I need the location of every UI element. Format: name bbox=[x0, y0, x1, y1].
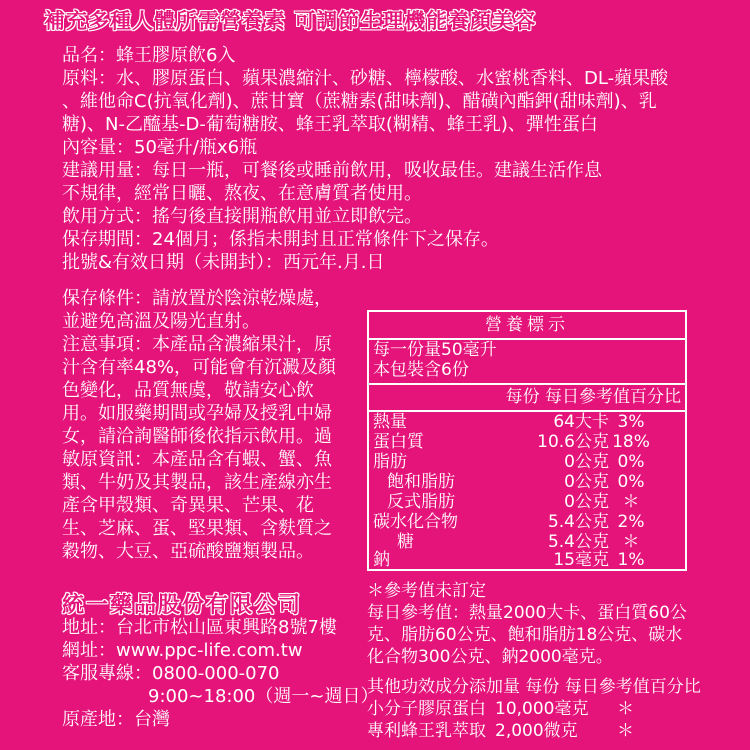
notes-line: 敏原資訊：本產品含有蝦、蟹、魚 bbox=[62, 449, 332, 470]
ingredients-line: 內容量：50毫升/瓶x6瓶 bbox=[62, 137, 258, 158]
nutrient-value: 64大卡 bbox=[553, 412, 609, 432]
functional-value: 2,000微克 bbox=[495, 721, 578, 741]
nutrient-value: 10.6公克 bbox=[537, 432, 609, 452]
reference-value-notes bbox=[367, 580, 707, 668]
nutrient-name: 反式脂肪 bbox=[387, 492, 455, 512]
reference-line: 化合物300公克、鈉2000毫克。 bbox=[367, 647, 613, 667]
ingredients-line: 品名：蜂王膠原飲6入 bbox=[62, 45, 236, 66]
serving-size: 每一份量50毫升 bbox=[373, 340, 497, 360]
ingredients-line: 批號&有效日期（未開封）：西元年.月.日 bbox=[62, 252, 385, 273]
notes-line: 女，請洽詢醫師後依指示飲用。過 bbox=[62, 426, 332, 447]
company-contact bbox=[62, 616, 379, 731]
per-day-header-row bbox=[369, 383, 685, 412]
nutrient-value: 15毫克 bbox=[553, 550, 609, 570]
nutrient-name: 鈉 bbox=[373, 550, 390, 570]
ingredients-line: 不規律，經常日曬、熬夜、在意膚質者使用。 bbox=[62, 183, 422, 204]
reference-line: 每日參考值：熱量2000大卡、蛋白質60公 bbox=[367, 603, 687, 623]
nutrition-title: 營養標示 bbox=[485, 315, 569, 335]
nutrient-value: 0公克 bbox=[564, 472, 609, 492]
ingredients-line: 建議用量：每日一瓶，可餐後或睡前飲用，吸收最佳。建議生活作息 bbox=[62, 160, 602, 181]
ingredients-section bbox=[62, 44, 702, 274]
ingredients-line: 保存期間：24個月；係指未開封且正常條件下之保存。 bbox=[62, 229, 499, 250]
functional-name: 小分子膠原蛋白 bbox=[367, 699, 486, 719]
ingredients-line: 飲用方式：搖勻後直接開瓶飲用並立即飲完。 bbox=[62, 206, 422, 227]
notes-line: 汁含有率48%，可能會有沉澱及顏 bbox=[62, 357, 337, 378]
nutrient-name: 脂肪 bbox=[373, 452, 407, 472]
functional-row bbox=[367, 720, 707, 742]
nutrient-percent: 18% bbox=[612, 432, 650, 452]
serving-info-row bbox=[369, 338, 685, 385]
functional-ingredients bbox=[367, 676, 707, 742]
nutrient-name: 熱量 bbox=[373, 412, 407, 432]
nutrient-value: 0公克 bbox=[564, 492, 609, 512]
notes-line: 保存條件：請放置於陰涼乾燥處， bbox=[62, 288, 332, 309]
notes-line: 生、芝麻、蛋、堅果類、含麩質之 bbox=[62, 518, 332, 539]
servings-per-package: 本包裝含6份 bbox=[373, 360, 469, 380]
customer-hotline: 客服專線：0800-000-070 bbox=[62, 663, 280, 684]
service-hours: 9:00~18:00（週一~週日） bbox=[148, 686, 379, 707]
nutrient-percent: 0% bbox=[617, 472, 645, 492]
nutrient-percent: 2% bbox=[617, 512, 645, 532]
storage-and-precautions bbox=[62, 287, 364, 563]
notes-line: 穀物、大豆、亞硫酸鹽類製品。 bbox=[62, 541, 314, 562]
ingredients-line: 原料：水、膠原蛋白、蘋果濃縮汁、砂糖、檸檬酸、水蜜桃香料、DL-蘋果酸 bbox=[62, 68, 669, 89]
notes-line: 注意事項：本產品含濃縮果汁，原 bbox=[62, 334, 332, 355]
nutrient-value: 0公克 bbox=[564, 452, 609, 472]
nutrient-value: 5.4公克 bbox=[547, 512, 609, 532]
notes-line: 用。如服藥期間或孕婦及授乳中婦 bbox=[62, 403, 332, 424]
nutrient-percent: 0% bbox=[617, 452, 645, 472]
functional-percent: ＊ bbox=[617, 699, 634, 719]
notes-line: 類、牛奶及其製品，該生產線亦生 bbox=[62, 472, 332, 493]
company-website: 網址：www.ppc-life.com.tw bbox=[62, 640, 303, 661]
functional-header: 其他功效成分添加量 每份 每日參考值百分比 bbox=[367, 677, 701, 697]
functional-percent: ＊ bbox=[617, 721, 634, 741]
reference-line: ＊參考值未訂定 bbox=[367, 581, 486, 601]
company-name: 統一藥品股份有限公司 bbox=[62, 592, 303, 618]
nutrient-name: 糖 bbox=[397, 532, 414, 552]
nutrition-title-row bbox=[369, 312, 685, 340]
nutrient-percent: 3% bbox=[617, 412, 645, 432]
per-day-header: 每份 每日參考值百分比 bbox=[505, 387, 681, 407]
place-of-origin: 原產地：台灣 bbox=[62, 709, 170, 730]
functional-value: 10,000毫克 bbox=[495, 699, 589, 719]
ingredients-line: 、維他命C(抗氧化劑)、蔗甘寶（蔗糖素(甜味劑)、醋磺內酯鉀(甜味劑)、乳 bbox=[62, 91, 657, 112]
nutrient-name: 蛋白質 bbox=[373, 432, 424, 452]
header-slogan: 補充多種人體所需營養素 可調節生理機能養顏美容 bbox=[44, 8, 537, 33]
nutrient-value: 5.4公克 bbox=[547, 532, 609, 552]
notes-line: 色變化，品質無虞，敬請安心飲 bbox=[62, 380, 314, 401]
notes-line: 並避免高溫及陽光直射。 bbox=[62, 311, 260, 332]
ingredients-line: 糖)、N-乙醯基-D-葡萄糖胺、蜂王乳萃取(糊精、蜂王乳)、彈性蛋白 bbox=[62, 114, 598, 135]
nutrient-percent: ＊ bbox=[622, 532, 640, 552]
notes-line: 產含甲殼類、奇異果、芒果、花 bbox=[62, 495, 314, 516]
functional-row bbox=[367, 698, 707, 720]
nutrient-name: 碳水化合物 bbox=[373, 512, 458, 532]
reference-line: 克、脂肪60公克、飽和脂肪18公克、碳水 bbox=[367, 625, 683, 645]
functional-name: 專利蜂王乳萃取 bbox=[367, 721, 486, 741]
nutrient-name: 飽和脂肪 bbox=[387, 472, 455, 492]
nutrient-percent: ＊ bbox=[622, 492, 640, 512]
nutrient-percent: 1% bbox=[617, 550, 645, 570]
company-address: 地址：台北市松山區東興路8號7樓 bbox=[62, 617, 337, 638]
nutrition-facts-panel bbox=[367, 310, 687, 571]
